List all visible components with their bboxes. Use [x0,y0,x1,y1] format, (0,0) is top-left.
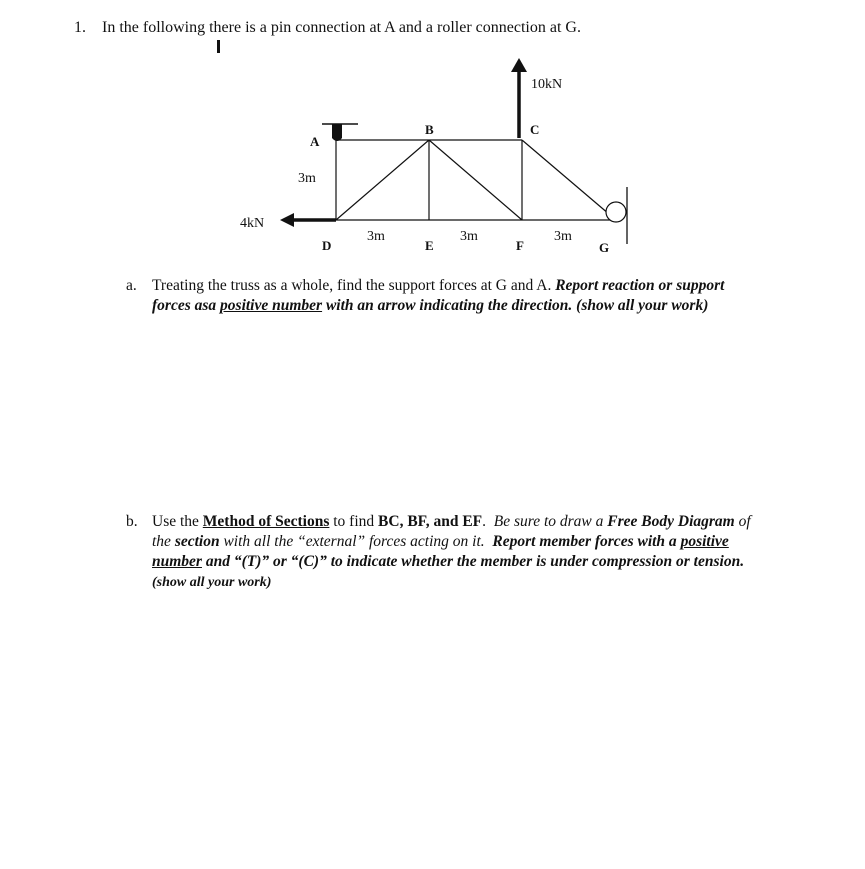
node-label-e: E [425,238,434,253]
member-bf [429,140,522,220]
member-db [336,140,429,220]
part-b-text: Use the Method of Sections to find BC, BF, and EF. Be sure to draw a Free Body Diagram of the section with all the “external” forces acting on it. Report member forces with a positive number and “(T)” or “(C)” to indicate whether the member is under compression or tension. (show all your work) [152,513,751,590]
dimension-height: 3m [298,171,316,186]
node-label-d: D [322,238,332,253]
dimension-span-ef: 3m [460,229,478,244]
dimension-span-de: 3m [367,229,385,244]
roller-support-g [606,187,627,244]
part-b-marker: b. [126,513,138,530]
part-a-marker: a. [126,277,137,294]
pin-support-a [322,124,358,141]
dimension-span-fg: 3m [554,229,572,244]
node-label-a: A [310,134,320,149]
node-label-c: C [530,122,540,137]
part-b [126,512,836,593]
node-label-b: B [425,122,434,137]
node-label-g: G [599,240,610,255]
part-a [126,276,836,316]
node-label-f: F [516,238,524,253]
load-arrow-4kn [280,213,336,227]
truss-diagram [0,0,865,300]
part-a-text: Treating the truss as a whole, find the support forces at G and A. Report reaction or support forces asa positive number with an arrow indicating the direction. (show all your work) [152,277,725,314]
load-label-10kn: 10kN [531,77,563,92]
member-cg [522,140,616,220]
load-label-4kn: 4kN [240,216,265,231]
load-arrow-10kn [511,58,527,138]
question-number: 1. [74,19,86,36]
question-text: In the following there is a pin connection at A and a roller connection at G. [102,19,581,36]
truss-members [336,140,616,220]
